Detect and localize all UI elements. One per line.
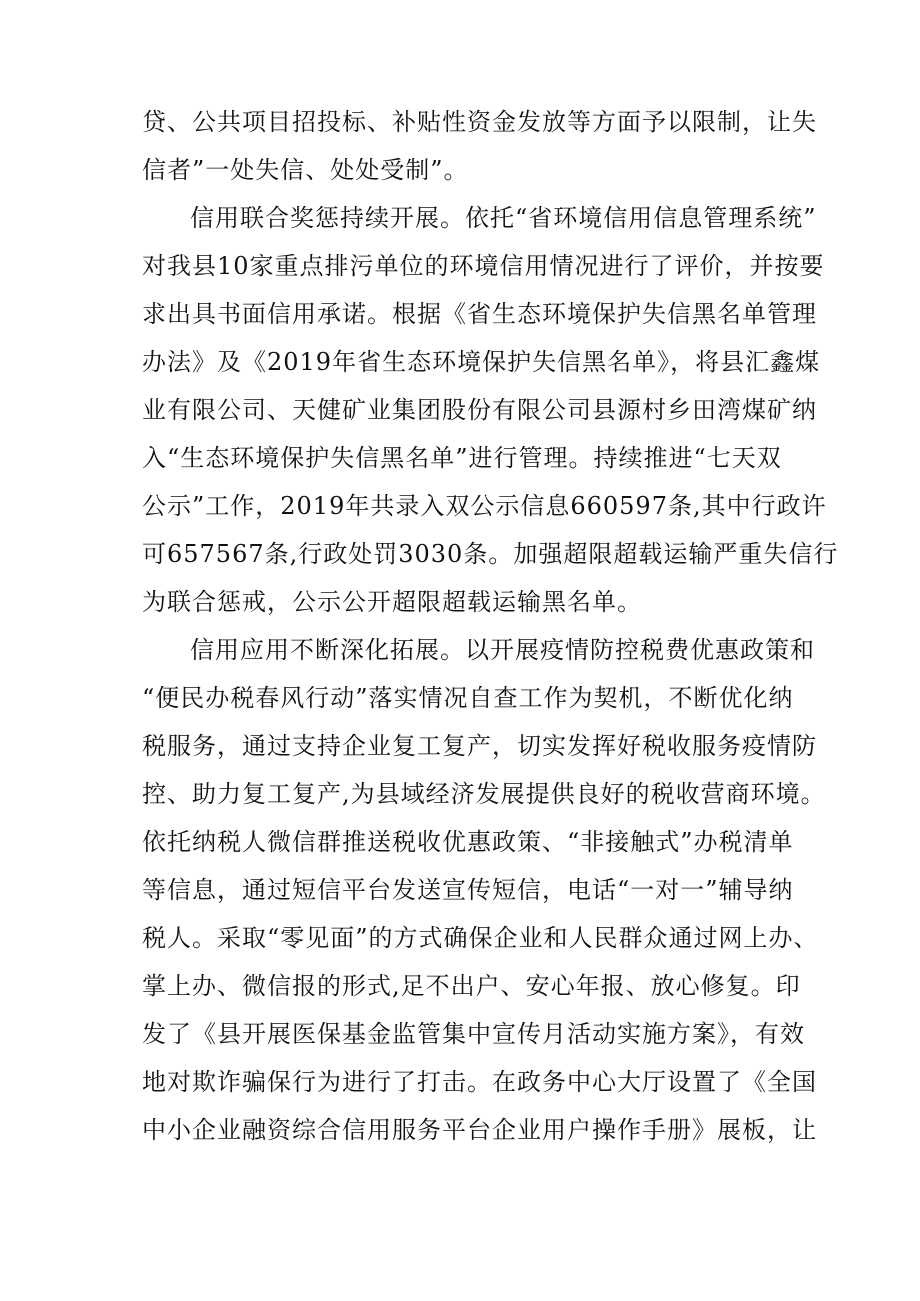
document-body (142, 98, 839, 1154)
text-line: 为联合惩戒，公示公开超限超载运输黑名单。 (142, 588, 642, 616)
text-line: 依托纳税人微信群推送税收优惠政策、“非接触式”办税清单 (142, 828, 794, 856)
text-line: “便民办税春风行动”落实情况自查工作为契机，不断优化纳 (142, 684, 794, 712)
text-line: 求出具书面信用承诺。根据《省生态环境保护失信黑名单管理 (142, 300, 817, 328)
paragraph-credit-rewards-punishments (142, 194, 839, 626)
text-line: 税服务，通过支持企业复工复产，切实发挥好税收服务疫情防 (142, 732, 817, 760)
text-line: 地对欺诈骗保行为进行了打击。在政务中心大厅设置了《全国 (142, 1068, 817, 1096)
text-line: 等信息，通过短信平台发送宣传短信，电话“一对一”辅导纳 (142, 876, 794, 904)
paragraph-continuation (142, 98, 817, 194)
text-line: 信者”一处失信、处处受制”。 (142, 156, 469, 184)
text-line: 掌上办、微信报的形式,足不出户、安心年报、放心修复。印 (142, 972, 801, 1000)
text-line: 贷、公共项目招投标、补贴性资金发放等方面予以限制，让失 (142, 108, 817, 136)
text-line: 办法》及《2019年省生态环境保护失信黑名单》，将县汇鑫煤 (142, 348, 821, 376)
text-line: 发了《县开展医保基金监管集中宣传月活动实施方案》，有效 (142, 1020, 805, 1048)
text-line: 对我县10家重点排污单位的环境信用情况进行了评价，并按要 (142, 252, 825, 280)
text-line: 中小企业融资综合信用服务平台企业用户操作手册》展板，让 (142, 1116, 817, 1144)
paragraph-credit-application (142, 626, 826, 1154)
text-line: 信用联合奖惩持续开展。依托“省环境信用信息管理系统” (190, 204, 817, 232)
text-line: 公示”工作，2019年共录入双公示信息660597条,其中行政许 (142, 492, 827, 520)
text-line: 信用应用不断深化拓展。以开展疫情防控税费优惠政策和 (190, 636, 815, 664)
text-line: 控、助力复工复产,为县域经济发展提供良好的税收营商环境。 (142, 780, 826, 808)
text-line: 业有限公司、天健矿业集团股份有限公司县源村乡田湾煤矿纳 (142, 396, 817, 424)
text-line: 税人。采取“零见面”的方式确保企业和人民群众通过网上办、 (142, 924, 819, 952)
text-line: 入“生态环境保护失信黑名单”进行管理。持续推进“七天双 (142, 444, 782, 472)
text-line: 可657567条,行政处罚3030条。加强超限超载运输严重失信行 (142, 540, 839, 568)
